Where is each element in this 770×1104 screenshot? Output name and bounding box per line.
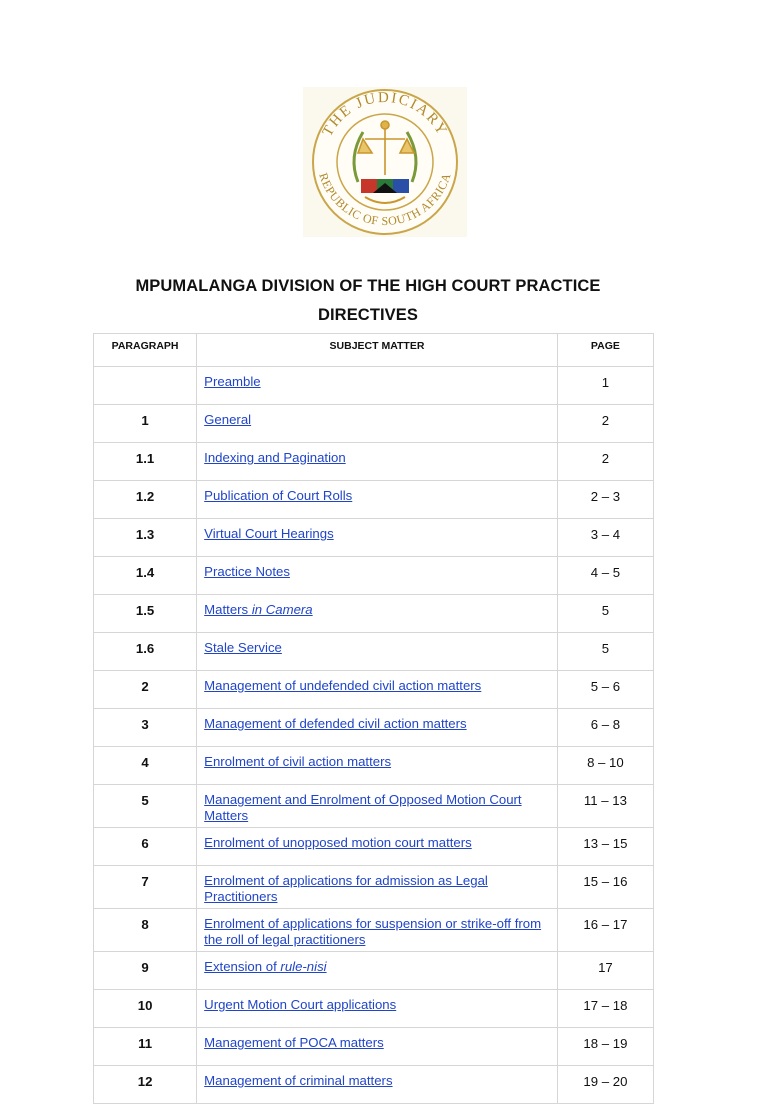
table-row xyxy=(94,367,654,405)
page-range: 2 xyxy=(557,405,653,443)
subject-link[interactable] xyxy=(204,602,312,617)
subject-text: Management of criminal matters xyxy=(204,1073,393,1088)
subject-link[interactable] xyxy=(204,526,334,541)
subject-cell xyxy=(197,367,558,405)
subject-cell xyxy=(197,785,558,828)
subject-text: Stale Service xyxy=(204,640,282,655)
paragraph-number: 9 xyxy=(94,952,197,990)
page-range: 13 – 15 xyxy=(557,828,653,866)
table-row xyxy=(94,709,654,747)
subject-cell xyxy=(197,481,558,519)
table-row xyxy=(94,909,654,952)
page-range: 4 – 5 xyxy=(557,557,653,595)
table-row xyxy=(94,443,654,481)
subject-italic-text: rule-nisi xyxy=(280,959,327,974)
page-range: 2 – 3 xyxy=(557,481,653,519)
page-range: 15 – 16 xyxy=(557,866,653,909)
paragraph-number: 2 xyxy=(94,671,197,709)
page-range: 2 xyxy=(557,443,653,481)
paragraph-number: 1.5 xyxy=(94,595,197,633)
subject-link[interactable] xyxy=(204,835,472,850)
table-row xyxy=(94,952,654,990)
subject-link[interactable] xyxy=(204,997,396,1012)
table-row xyxy=(94,519,654,557)
page-range: 17 – 18 xyxy=(557,990,653,1028)
subject-cell xyxy=(197,557,558,595)
subject-link[interactable] xyxy=(204,1073,392,1088)
subject-text: Urgent Motion Court applications xyxy=(204,997,397,1012)
paragraph-number: 1.3 xyxy=(94,519,197,557)
paragraph-number: 12 xyxy=(94,1066,197,1104)
page-range: 8 – 10 xyxy=(557,747,653,785)
paragraph-number: 3 xyxy=(94,709,197,747)
subject-link[interactable] xyxy=(204,450,346,465)
subject-text: General xyxy=(204,412,252,427)
subject-cell xyxy=(197,595,558,633)
page-range: 5 xyxy=(557,633,653,671)
paragraph-number: 11 xyxy=(94,1028,197,1066)
table-row xyxy=(94,747,654,785)
subject-cell xyxy=(197,747,558,785)
table-row xyxy=(94,633,654,671)
subject-link[interactable] xyxy=(204,792,521,823)
subject-link[interactable] xyxy=(204,678,481,693)
subject-cell xyxy=(197,405,558,443)
page-range: 6 – 8 xyxy=(557,709,653,747)
subject-link[interactable] xyxy=(204,412,251,427)
subject-cell xyxy=(197,990,558,1028)
subject-link[interactable] xyxy=(204,374,260,389)
subject-text: Preamble xyxy=(204,374,261,389)
table-row xyxy=(94,990,654,1028)
seal-text-top: THE JUDICIARY xyxy=(319,89,451,140)
subject-text: Indexing and Pagination xyxy=(204,450,346,465)
subject-cell xyxy=(197,1028,558,1066)
page-range: 5 xyxy=(557,595,653,633)
subject-text: Extension of xyxy=(204,959,281,974)
seal-text-bottom: REPUBLIC OF SOUTH AFRICA xyxy=(316,170,454,229)
header-page: PAGE xyxy=(557,334,653,367)
subject-link[interactable] xyxy=(204,716,466,731)
paragraph-number: 10 xyxy=(94,990,197,1028)
subject-link[interactable] xyxy=(204,488,352,503)
page-range: 18 – 19 xyxy=(557,1028,653,1066)
subject-text: Practice Notes xyxy=(204,564,290,579)
subject-link[interactable] xyxy=(204,916,541,947)
page-range: 16 – 17 xyxy=(557,909,653,952)
subject-text: Enrolment of applications for admission as Legal Practitioners xyxy=(204,873,488,904)
page-range: 17 xyxy=(557,952,653,990)
table-row xyxy=(94,557,654,595)
table-row xyxy=(94,828,654,866)
table-row xyxy=(94,866,654,909)
subject-cell xyxy=(197,671,558,709)
subject-text: Management of POCA matters xyxy=(204,1035,384,1050)
page-range: 19 – 20 xyxy=(557,1066,653,1104)
page-range: 5 – 6 xyxy=(557,671,653,709)
table-of-contents xyxy=(93,333,654,1104)
paragraph-number: 4 xyxy=(94,747,197,785)
paragraph-number xyxy=(94,367,197,405)
subject-cell xyxy=(197,828,558,866)
subject-text: Enrolment of civil action matters xyxy=(204,754,392,769)
paragraph-number: 1.1 xyxy=(94,443,197,481)
subject-cell xyxy=(197,633,558,671)
subject-cell xyxy=(197,909,558,952)
document-title-line2: DIRECTIVES xyxy=(317,306,419,324)
header-subject-matter: SUBJECT MATTER xyxy=(197,334,558,367)
subject-link[interactable] xyxy=(204,873,488,904)
paragraph-number: 8 xyxy=(94,909,197,952)
header-paragraph: PARAGRAPH xyxy=(94,334,197,367)
table-row xyxy=(94,405,654,443)
subject-cell xyxy=(197,443,558,481)
subject-link[interactable] xyxy=(204,640,282,655)
subject-cell xyxy=(197,1066,558,1104)
subject-italic-text: in Camera xyxy=(251,602,313,617)
paragraph-number: 1.6 xyxy=(94,633,197,671)
subject-text: Management and Enrolment of Opposed Motion Court Matters xyxy=(204,792,522,823)
subject-text: Virtual Court Hearings xyxy=(204,526,334,541)
subject-link[interactable] xyxy=(204,1035,384,1050)
table-row xyxy=(94,671,654,709)
subject-cell xyxy=(197,952,558,990)
subject-text: Management of undefended civil action matters xyxy=(204,678,482,693)
document-title-line1: MPUMALANGA DIVISION OF THE HIGH COURT PRACTICE xyxy=(135,277,601,295)
table-row xyxy=(94,1028,654,1066)
table-row xyxy=(94,785,654,828)
subject-text: Enrolment of unopposed motion court matters xyxy=(204,835,472,850)
subject-cell xyxy=(197,866,558,909)
table-header-row xyxy=(94,334,654,367)
paragraph-number: 1.4 xyxy=(94,557,197,595)
subject-text: Matters xyxy=(204,602,252,617)
paragraph-number: 7 xyxy=(94,866,197,909)
subject-text: Publication of Court Rolls xyxy=(204,488,353,503)
paragraph-number: 1 xyxy=(94,405,197,443)
subject-cell xyxy=(197,709,558,747)
table-row xyxy=(94,481,654,519)
subject-cell xyxy=(197,519,558,557)
subject-link[interactable] xyxy=(204,754,391,769)
paragraph-number: 5 xyxy=(94,785,197,828)
paragraph-number: 1.2 xyxy=(94,481,197,519)
page-range: 1 xyxy=(557,367,653,405)
table-row xyxy=(94,595,654,633)
subject-text: Management of defended civil action matters xyxy=(204,716,467,731)
page-range: 3 – 4 xyxy=(557,519,653,557)
subject-link[interactable] xyxy=(204,959,326,974)
subject-text: Enrolment of applications for suspension or strike-off from the roll of legal practitioners xyxy=(204,916,542,947)
page-range: 11 – 13 xyxy=(557,785,653,828)
table-row xyxy=(94,1066,654,1104)
paragraph-number: 6 xyxy=(94,828,197,866)
subject-link[interactable] xyxy=(204,564,290,579)
judiciary-seal xyxy=(303,87,467,237)
